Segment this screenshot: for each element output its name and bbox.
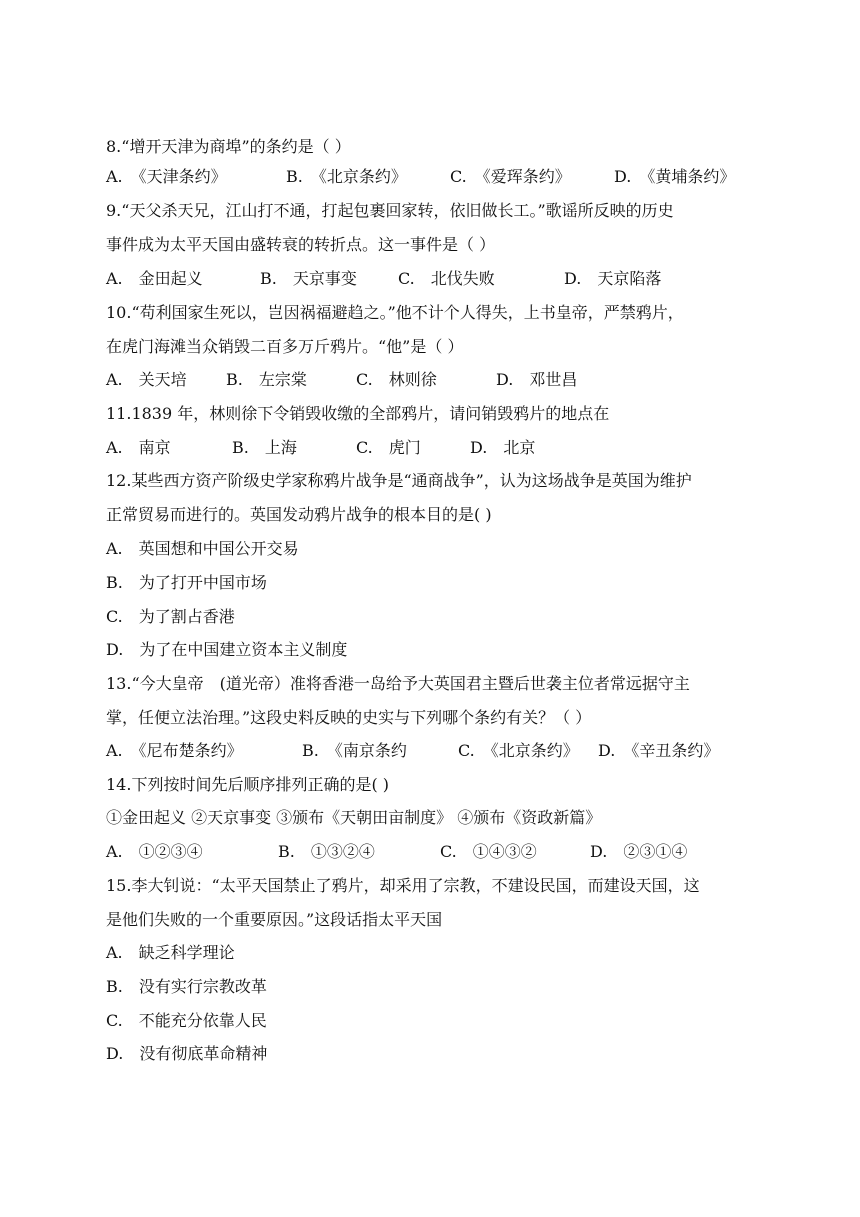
answer-option[interactable]: C. 为了割占香港 (106, 607, 235, 626)
question-14-stem-line: 14.下列按时间先后顺序排列正确的是( ) (106, 775, 390, 794)
answer-option[interactable]: C. 《爱珲条约》 (450, 167, 571, 186)
answer-option[interactable]: A. 金田起义 (106, 269, 203, 288)
answer-option[interactable]: D. 邓世昌 (496, 370, 578, 389)
question-10-stem-line: 在虎门海滩当众销毁二百多万斤鸦片。“他”是（ ） (106, 337, 464, 356)
question-13-stem-line: 13.“今大皇帝 (道光帝）准将香港一岛给予大英国君主暨后世袭主位者常远据守主 (106, 674, 690, 693)
answer-option[interactable]: D. 为了在中国建立资本主义制度 (106, 640, 348, 659)
answer-option[interactable]: B. 上海 (232, 438, 297, 457)
answer-option[interactable]: D. 《辛丑条约》 (598, 741, 720, 760)
answer-option[interactable]: B. 《南京条约 (302, 741, 407, 760)
answer-option[interactable]: D. 北京 (470, 438, 536, 457)
question-15-stem-line: 是他们失败的一个重要原因。”这段话指太平天国 (106, 910, 443, 929)
answer-option[interactable]: A. 关天培 (106, 370, 187, 389)
answer-option[interactable]: C. 《北京条约》 (458, 741, 579, 760)
answer-option[interactable]: B. 天京事变 (260, 269, 357, 288)
answer-option[interactable]: B. 《北京条约》 (286, 167, 407, 186)
answer-option[interactable]: C. ①④③② (440, 842, 537, 861)
answer-option[interactable]: C. 不能充分依靠人民 (106, 1011, 267, 1030)
answer-option[interactable]: D. 没有彻底革命精神 (106, 1044, 268, 1063)
answer-option[interactable]: B. ①③②④ (278, 842, 375, 861)
answer-option[interactable]: B. 左宗棠 (226, 370, 307, 389)
question-15-stem-line: 15.李大钊说：“太平天国禁止了鸦片，却采用了宗教，不建设民国，而建设天国，这 (106, 876, 700, 895)
question-9-stem-line: 事件成为太平天国由盛转衰的转折点。这一事件是（ ） (106, 235, 496, 254)
question-12-stem-line: 12.某些西方资产阶级史学家称鸦片战争是“通商战争”，认为这场战争是英国为维护 (106, 471, 692, 490)
answer-option[interactable]: A. 南京 (106, 438, 171, 457)
answer-option[interactable]: D. 《黄埔条约》 (614, 167, 736, 186)
answer-option[interactable]: A. 《天津条约》 (106, 167, 227, 186)
answer-option[interactable]: C. 北伐失败 (398, 269, 495, 288)
question-12-stem-line: 正常贸易而进行的。英国发动鸦片战争的根本目的是( ) (106, 505, 492, 524)
question-13-stem-line: 掌，任便立法治理。”这段史料反映的史实与下列哪个条约有关？（ ） (106, 708, 592, 727)
question-14-stem-line: ①金田起义 ②天京事变 ③颁布《天朝田亩制度》 ④颁布《资政新篇》 (106, 808, 602, 827)
answer-option[interactable]: A. 《尼布楚条约》 (106, 741, 243, 760)
answer-option[interactable]: C. 虎门 (356, 438, 421, 457)
answer-option[interactable]: B. 没有实行宗教改革 (106, 977, 267, 996)
answer-option[interactable]: C. 林则徐 (356, 370, 437, 389)
answer-option[interactable]: D. 天京陷落 (564, 269, 662, 288)
question-10-stem-line: 10.“苟利国家生死以，岂因祸福避趋之。”他不计个人得失，上书皇帝，严禁鸦片， (106, 303, 684, 322)
answer-option[interactable]: A. 缺乏科学理论 (106, 943, 235, 962)
answer-option[interactable]: D. ②③①④ (590, 842, 688, 861)
answer-option[interactable]: A. 英国想和中国公开交易 (106, 539, 299, 558)
question-8-stem-line: 8.“增开天津为商埠”的条约是（ ） (106, 137, 351, 156)
question-11-stem-line: 11.1839 年，林则徐下令销毁收缴的全部鸦片，请问销毁鸦片的地点在 (106, 404, 610, 423)
answer-option[interactable]: B. 为了打开中国市场 (106, 573, 267, 592)
question-9-stem-line: 9.“天父杀天兄，江山打不通，打起包裹回家转，依旧做长工。”歌谣所反映的历史 (106, 201, 674, 220)
answer-option[interactable]: A. ①②③④ (106, 842, 203, 861)
